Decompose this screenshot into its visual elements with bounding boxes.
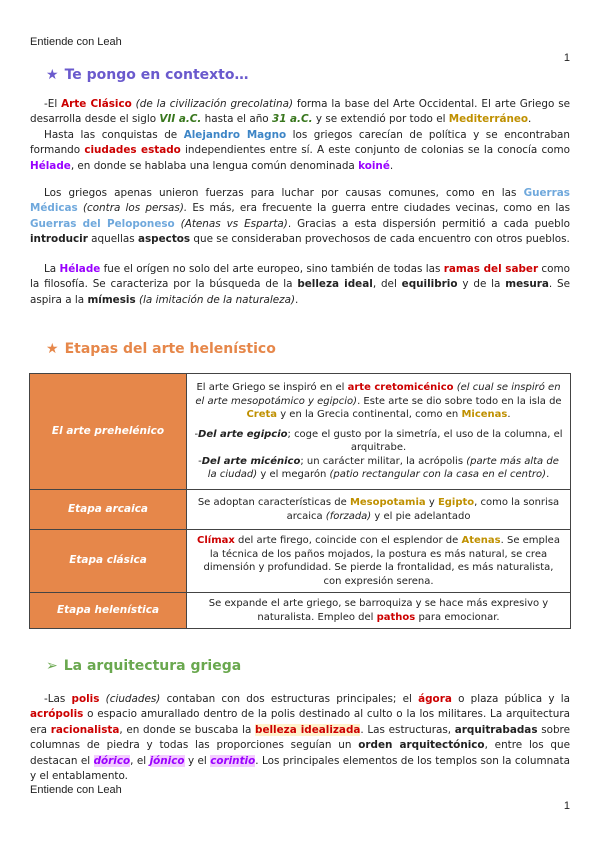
section-title-context <box>46 67 249 83</box>
paragraph-intro: -El Arte Clásico (de la civilización grecolatina) forma la base del Arte Occidental. El arte Griego se desarrolla desde el siglo VII a.C. hasta el año 31 a.C. y se extendió por todo el Mediterráneo. Hasta las conquistas de Alejandro Magno los griegos carecían de política y se encontraban formando ciudades estado independientes entre sí. A este conjunto de colonias se la conocía como Hélade, en donde se hablaba una lengua común denominada koiné. <box>30 98 571 172</box>
stage-content: El arte Griego se inspiró en el arte cretomicénico (el cual se inspiró en el arte mesopotámico y egipcio). Este arte se dio sobre todo en la isla de Creta y en la Grecia continental, como en Micenas. -Del arte egipcio; coge el gusto por la simetría, el uso de la columna, el arquitrabe. -Del arte micénico; un carácter militar, la acrópolis (parte más alta de la ciudad) y el megarón (patio rectangular con la casa en el centro). <box>187 374 571 490</box>
stage-content: Clímax del arte firego, coincide con el esplendor de Atenas. Se emplea la técnica de los paños mojados, la postura es más natural, se crea dimensión y profundidad. Se pierde la frontalidad, es más naturalista, con expresión serena. <box>187 530 571 593</box>
paragraph-helade: La Hélade fue el orígen no solo del arte europeo, sino también de todas las ramas del saber como la filosofía. Se caracteriza por la búsqueda de la belleza ideal, del equilibrio y de la mesura. Se aspira a la mímesis (la imitación de la naturaleza). <box>30 263 570 306</box>
stage-content: Se expande el arte griego, se barroquiza y se hace más expresivo y naturalista. Empleo del pathos para emocionar. <box>187 593 571 629</box>
paragraph-wars: Los griegos apenas unieron fuerzas para luchar por causas comunes, como en las Guerras Médicas (contra los persas). Es más, era frecuente la guerra entre ciudades vecinas, como en las Guerras del Peloponeso (Atenas vs Esparta). Gracias a esta dispersión permitió a cada pueblo introducir aquellas aspectos que se consideraban provechosos de cada encuentro con otros pueblos. <box>30 187 571 246</box>
page-number-top: 1 <box>563 52 570 64</box>
table-row <box>30 530 571 593</box>
section-title-stages <box>46 341 276 357</box>
stage-label: Etapa helenística <box>30 593 187 629</box>
section-title-architecture <box>46 658 241 674</box>
table-row <box>30 593 571 629</box>
stage-content: Se adoptan características de Mesopotamia y Egipto, como la sonrisa arcaica (forzada) y el pie adelantado <box>187 490 571 530</box>
section-title-stages-text: Etapas del arte helenístico <box>64 341 276 357</box>
star-icon: ★ <box>46 67 59 83</box>
arrow-icon: ➢ <box>46 658 58 674</box>
stages-table <box>29 373 571 629</box>
stage-label: Etapa arcaica <box>30 490 187 530</box>
section-title-architecture-text: La arquitectura griega <box>63 658 242 674</box>
stage-label: Etapa clásica <box>30 530 187 593</box>
paragraph-architecture: -Las polis (ciudades) contaban con dos estructuras principales; el ágora o plaza pública y la acrópolis o espacio amurallado dentro de la polis destinado al culto o la los militares. La arquitectura era racionalista, en donde se buscaba la belleza idealizada. Las estructuras, arquitrabadas sobre columnas de piedra y todas las proporciones seguían un orden arquitectónico, entre los que destacan el dórico, el jónico y el corintio. Los principales elementos de los templos son la columnata y el entablamento. <box>30 693 571 783</box>
page-number-bottom: 1 <box>563 800 570 812</box>
stage-label: El arte prehelénico <box>30 374 187 490</box>
section-title-context-text: Te pongo en contexto… <box>64 67 249 83</box>
table-row <box>30 374 571 490</box>
table-row <box>30 490 571 530</box>
star-icon: ★ <box>46 341 59 357</box>
page-header: Entiende con Leah <box>30 36 122 48</box>
page-footer: Entiende con Leah <box>30 784 122 796</box>
